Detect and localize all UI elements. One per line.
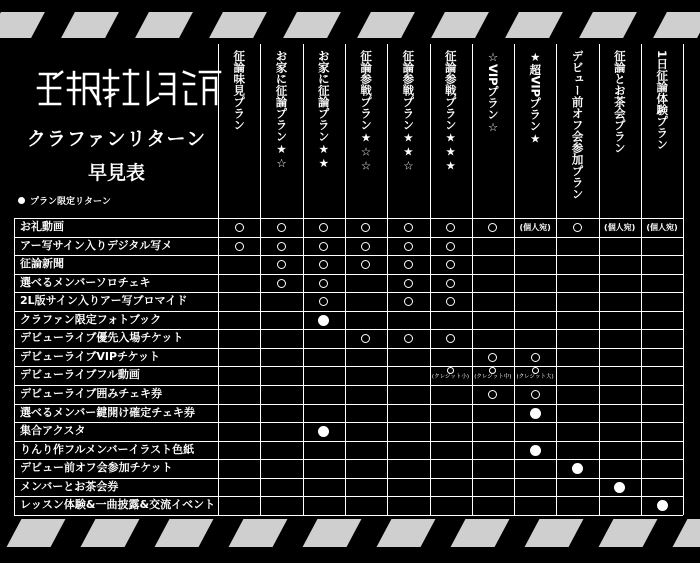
column-header bbox=[473, 50, 513, 210]
open-circle-icon bbox=[260, 256, 302, 274]
personal-note: (個人宛) bbox=[519, 223, 551, 232]
stripe bbox=[209, 12, 267, 38]
open-circle-icon bbox=[387, 293, 429, 311]
row-label: デビューライブVIPチケット bbox=[20, 349, 161, 363]
column-header bbox=[515, 50, 555, 210]
filled-circle-icon bbox=[303, 311, 345, 329]
row-divider bbox=[14, 422, 683, 423]
filled-circle-icon bbox=[614, 482, 625, 493]
stripe bbox=[377, 519, 436, 547]
open-circle-icon bbox=[361, 223, 370, 232]
column-header bbox=[557, 50, 597, 210]
open-circle-icon bbox=[303, 219, 345, 237]
stripe bbox=[357, 12, 415, 38]
column-header-label: ★超VIPプラン★ bbox=[528, 50, 543, 146]
open-circle-icon bbox=[387, 219, 429, 237]
open-circle-icon bbox=[319, 260, 328, 269]
column-header bbox=[304, 50, 344, 210]
open-circle-icon bbox=[260, 219, 302, 237]
row-label: お礼動画 bbox=[20, 220, 64, 233]
stripe bbox=[61, 12, 119, 38]
column-header-label: 征論参戦プラン★★★ bbox=[443, 50, 458, 173]
column-header bbox=[346, 50, 386, 210]
personal-cell bbox=[599, 219, 641, 237]
open-circle-icon bbox=[387, 256, 429, 274]
row-label: 2L版サイン入りアー写ブロマイド bbox=[20, 294, 188, 308]
stripe bbox=[505, 12, 563, 38]
open-circle-icon bbox=[218, 237, 260, 255]
column-header-label: 1日征論体験プラン bbox=[655, 50, 670, 151]
open-circle-icon bbox=[319, 242, 328, 251]
open-circle-icon bbox=[319, 223, 328, 232]
row-label: 選べるメンバー鍵開け確定チェキ券 bbox=[20, 405, 195, 419]
open-circle-icon bbox=[277, 242, 286, 251]
open-circle-icon bbox=[404, 297, 413, 306]
open-circle-icon bbox=[345, 219, 387, 237]
open-circle-icon bbox=[446, 297, 455, 306]
open-circle-icon bbox=[446, 223, 455, 232]
row-label: りんり作フルメンバーイラスト色紙 bbox=[20, 442, 195, 456]
row-label: デビューライブ囲みチェキ券 bbox=[20, 386, 163, 400]
row-label: 集合アクスタ bbox=[20, 424, 86, 438]
credit-cell bbox=[430, 367, 472, 385]
filled-circle-icon bbox=[318, 426, 329, 437]
stripe bbox=[155, 519, 214, 547]
open-circle-icon bbox=[514, 385, 556, 403]
stripe bbox=[81, 519, 140, 547]
open-circle-icon bbox=[573, 223, 582, 232]
return-table bbox=[14, 44, 686, 515]
open-circle-icon bbox=[303, 256, 345, 274]
open-circle-icon bbox=[319, 297, 328, 306]
open-circle-icon bbox=[531, 353, 540, 362]
legend-filled-dot-icon bbox=[18, 197, 25, 204]
personal-note: (個人宛) bbox=[604, 223, 636, 232]
stripe bbox=[431, 12, 489, 38]
stripe bbox=[303, 519, 362, 547]
legend bbox=[18, 194, 111, 207]
open-circle-icon bbox=[430, 274, 472, 292]
open-circle-icon bbox=[361, 242, 370, 251]
open-circle-icon bbox=[404, 334, 413, 343]
personal-cell bbox=[514, 219, 556, 237]
stripe bbox=[599, 519, 658, 547]
open-circle-icon bbox=[488, 353, 497, 362]
open-circle-icon bbox=[303, 274, 345, 292]
filled-circle-icon bbox=[572, 463, 583, 474]
top-stripe-band bbox=[0, 12, 700, 38]
column-header bbox=[388, 50, 428, 210]
filled-circle-icon bbox=[318, 315, 329, 326]
column-header-label: ☆VIPプラン☆ bbox=[485, 50, 500, 135]
open-circle-icon bbox=[488, 390, 497, 399]
filled-circle-icon bbox=[514, 404, 556, 422]
row-label: 征論新聞 bbox=[20, 257, 64, 271]
bottom-stripe-band bbox=[0, 519, 700, 547]
row-label: クラファン限定フォトブック bbox=[20, 312, 162, 326]
column-divider bbox=[683, 44, 684, 515]
open-circle-icon bbox=[531, 390, 540, 399]
open-circle-icon bbox=[472, 348, 514, 366]
open-circle-icon bbox=[404, 242, 413, 251]
open-circle-icon bbox=[472, 385, 514, 403]
open-circle-icon bbox=[235, 223, 244, 232]
row-divider bbox=[14, 515, 683, 516]
filled-circle-icon bbox=[641, 497, 683, 515]
row-label: アー写サイン入りデジタル写メ bbox=[20, 238, 173, 252]
row-label: レッスン体験&一曲披露&交流イベント bbox=[20, 498, 216, 512]
row-label: メンバーとお茶会券 bbox=[20, 479, 119, 493]
page-subtitle: 早見表 bbox=[87, 162, 145, 184]
row-label: デビューライブフル動画 bbox=[20, 368, 140, 382]
open-circle-icon bbox=[430, 219, 472, 237]
filled-circle-icon bbox=[657, 500, 668, 511]
row-label: 選べるメンバーソロチェキ bbox=[20, 275, 151, 289]
open-circle-icon bbox=[218, 219, 260, 237]
column-header bbox=[261, 50, 301, 210]
stripe bbox=[653, 12, 700, 38]
group-logo bbox=[34, 64, 224, 110]
page-title: クラファンリターン bbox=[26, 128, 207, 150]
stripe bbox=[135, 12, 193, 38]
open-circle-icon bbox=[404, 260, 413, 269]
row-label: デビュー前オフ会参加チケット bbox=[20, 461, 173, 475]
open-circle-icon bbox=[277, 260, 286, 269]
open-circle-icon bbox=[387, 274, 429, 292]
open-circle-icon bbox=[446, 242, 455, 251]
filled-circle-icon bbox=[303, 423, 345, 441]
open-circle-icon bbox=[345, 256, 387, 274]
credit-note: (クレジット中) bbox=[474, 374, 512, 381]
column-header-label: 征論参戦プラン★☆☆ bbox=[359, 50, 374, 173]
open-circle-icon bbox=[556, 219, 598, 237]
credit-cell bbox=[472, 367, 514, 385]
filled-circle-icon bbox=[556, 460, 598, 478]
filled-circle-icon bbox=[514, 441, 556, 459]
open-circle-icon bbox=[277, 223, 286, 232]
column-header-label: 征論とお茶会プラン bbox=[612, 50, 627, 154]
filled-circle-icon bbox=[599, 478, 641, 496]
column-header-label: 征論参戦プラン★★☆ bbox=[401, 50, 416, 173]
open-circle-icon bbox=[361, 260, 370, 269]
filled-circle-icon bbox=[530, 408, 541, 419]
personal-note: (個人宛) bbox=[646, 223, 678, 232]
column-header-label: 征論味見プラン bbox=[232, 50, 247, 131]
open-circle-icon bbox=[319, 279, 328, 288]
legend-label: プラン限定リターン bbox=[30, 197, 111, 207]
open-circle-icon bbox=[446, 260, 455, 269]
column-header-label: お家に征論プラン★☆ bbox=[274, 50, 289, 170]
stripe bbox=[229, 519, 288, 547]
stripe bbox=[283, 12, 341, 38]
open-circle-icon bbox=[430, 256, 472, 274]
credit-note: (クレジット大) bbox=[516, 374, 554, 381]
open-circle-icon bbox=[387, 330, 429, 348]
open-circle-icon bbox=[514, 348, 556, 366]
open-circle-icon bbox=[404, 223, 413, 232]
stripe bbox=[525, 519, 584, 547]
open-circle-icon bbox=[430, 293, 472, 311]
column-header bbox=[219, 50, 259, 210]
open-circle-icon bbox=[472, 219, 514, 237]
open-circle-icon bbox=[387, 237, 429, 255]
open-circle-icon bbox=[260, 274, 302, 292]
open-circle-icon bbox=[446, 279, 455, 288]
column-header-label: お家に征論プラン★★ bbox=[316, 50, 331, 170]
stripe bbox=[673, 519, 700, 547]
stripe bbox=[7, 519, 66, 547]
open-circle-icon bbox=[345, 330, 387, 348]
open-circle-icon bbox=[260, 237, 302, 255]
filled-circle-icon bbox=[530, 445, 541, 456]
open-circle-icon bbox=[235, 242, 244, 251]
stripe bbox=[451, 519, 510, 547]
open-circle-icon bbox=[345, 237, 387, 255]
credit-note: (クレジット小) bbox=[431, 374, 470, 381]
column-header bbox=[431, 50, 471, 210]
column-header bbox=[642, 50, 682, 210]
open-circle-icon bbox=[277, 279, 286, 288]
open-circle-icon bbox=[446, 334, 455, 343]
open-circle-icon bbox=[430, 330, 472, 348]
open-circle-icon bbox=[488, 223, 497, 232]
column-header-label: デビュー前オフ会参加プラン bbox=[570, 50, 585, 200]
open-circle-icon bbox=[404, 279, 413, 288]
personal-cell bbox=[641, 219, 683, 237]
stripe bbox=[579, 12, 637, 38]
stripe bbox=[0, 12, 45, 38]
open-circle-icon bbox=[303, 237, 345, 255]
row-label: デビューライブ優先入場チケット bbox=[20, 331, 184, 345]
open-circle-icon bbox=[430, 237, 472, 255]
credit-cell bbox=[514, 367, 556, 385]
open-circle-icon bbox=[361, 334, 370, 343]
column-header bbox=[600, 50, 640, 210]
open-circle-icon bbox=[303, 293, 345, 311]
